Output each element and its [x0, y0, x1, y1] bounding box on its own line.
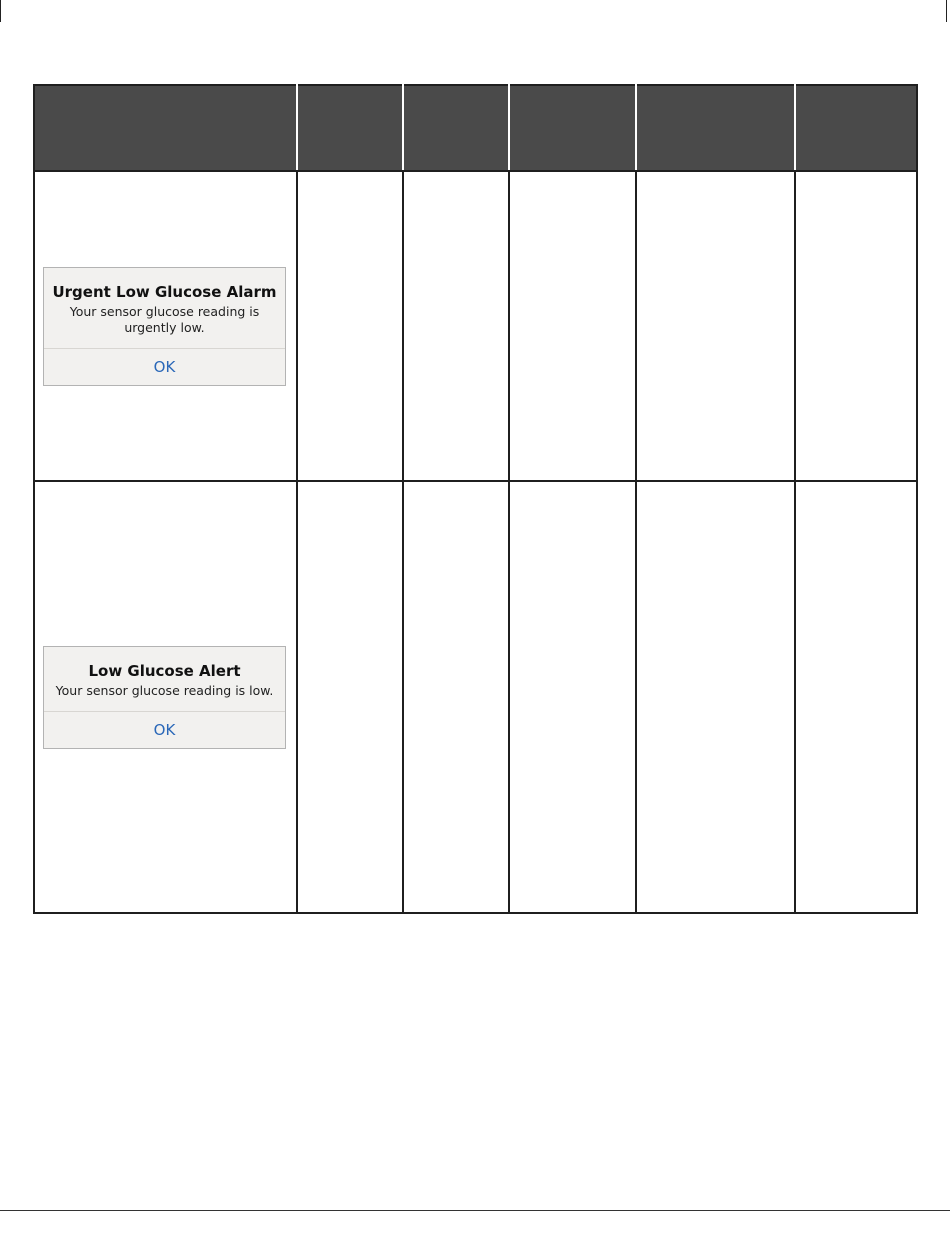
table-cell	[509, 171, 636, 481]
table-cell	[297, 481, 403, 913]
table-cell	[795, 171, 917, 481]
low-glucose-alert-dialog	[43, 646, 286, 749]
table-cell	[636, 171, 795, 481]
alert-message: Your sensor glucose reading is low.	[55, 682, 274, 698]
table-row	[34, 481, 917, 913]
header-cell	[34, 85, 297, 171]
header-cell	[403, 85, 509, 171]
header-cell	[297, 85, 403, 171]
header-cell	[795, 85, 917, 171]
alerts-table	[33, 84, 918, 914]
table-cell	[636, 481, 795, 913]
footer-divider	[0, 1210, 950, 1211]
table-cell	[297, 171, 403, 481]
table-cell	[509, 481, 636, 913]
alert-body	[44, 268, 285, 348]
crop-mark-left	[0, 0, 1, 22]
ok-button[interactable]: OK	[153, 720, 176, 739]
table-header-row	[34, 85, 917, 171]
crop-mark-right	[946, 0, 947, 22]
alert-title: Urgent Low Glucose Alarm	[52, 282, 277, 301]
alert-preview-cell	[34, 171, 297, 481]
table-row	[34, 171, 917, 481]
alert-message: Your sensor glucose reading is urgently low.	[69, 303, 260, 335]
alert-title: Low Glucose Alert	[88, 661, 241, 680]
table-cell	[795, 481, 917, 913]
table-cell	[403, 171, 509, 481]
header-cell	[509, 85, 636, 171]
urgent-low-glucose-alarm-dialog	[43, 267, 286, 386]
ok-button[interactable]: OK	[153, 357, 176, 376]
table-cell	[403, 481, 509, 913]
alert-body	[44, 647, 285, 711]
alert-preview-cell	[34, 481, 297, 913]
header-cell	[636, 85, 795, 171]
